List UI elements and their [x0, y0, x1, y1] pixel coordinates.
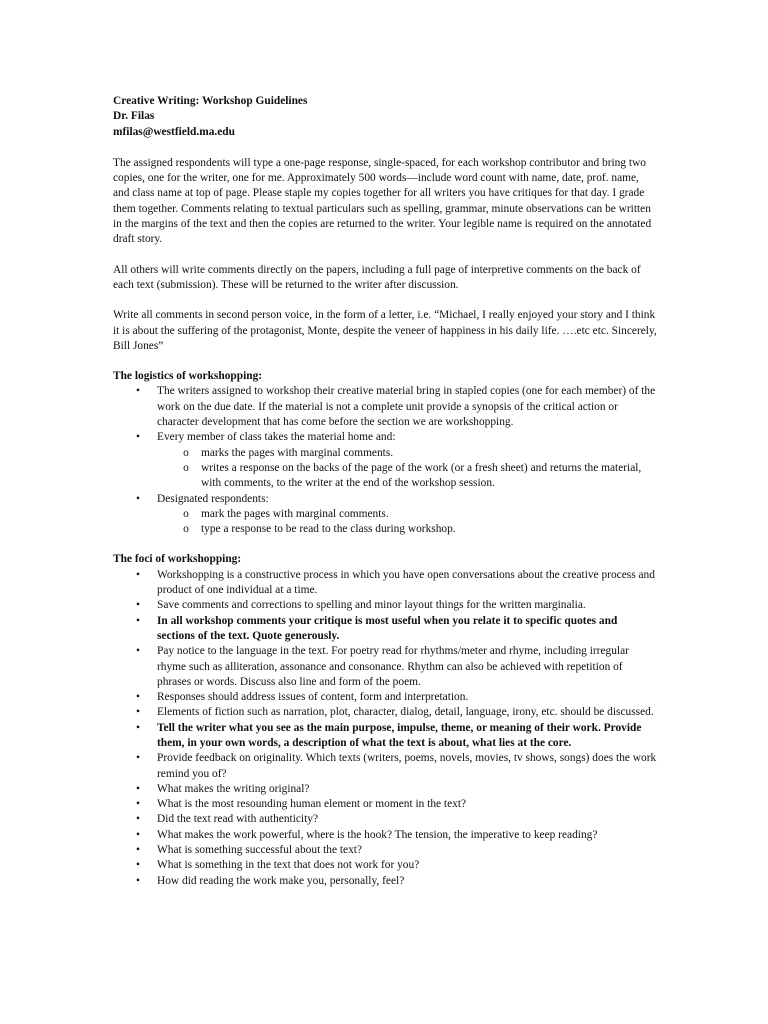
- bullet-icon: •: [136, 752, 140, 765]
- foci-list: [113, 568, 658, 889]
- sub-bullet-icon: o: [183, 461, 189, 474]
- list-item-text: Responses should address issues of content, form and interpretation.: [157, 691, 469, 704]
- list-item-text: What is something successful about the text?: [157, 844, 362, 857]
- list-item: [113, 492, 658, 538]
- sub-list: [157, 446, 658, 492]
- bullet-icon: •: [136, 859, 140, 872]
- paragraph-respondents: The assigned respondents will type a one-page response, single-spaced, for each workshop contributor and bring two copies, one for the writer, one for me. Approximately 500 words—include word count with name, date, prof. name, and class name at top of page. Please staple my copies together for all writers you have critiques for that day. I grade them together. Comments relating to textual particulars such as spelling, grammar, minute observations can be written in the margins of the text and then the copies are returned to the writer. Your legible name is required on the annotated draft story.: [113, 156, 652, 246]
- bullet-icon: •: [136, 492, 140, 505]
- bullet-icon: •: [136, 721, 140, 734]
- list-item-text: Workshopping is a constructive process in which you have open conversations about the creative process and product of one individual at a time.: [157, 568, 655, 597]
- list-item: [113, 721, 658, 752]
- bullet-icon: •: [136, 645, 140, 658]
- list-item: [113, 874, 658, 889]
- logistics-heading: The logistics of workshopping:: [113, 370, 263, 383]
- author-email: mfilas@westfield.ma.edu: [113, 125, 235, 138]
- list-item: [113, 598, 658, 613]
- list-item-text: Did the text read with authenticity?: [157, 813, 318, 826]
- sub-list-item-text: marks the pages with marginal comments.: [201, 446, 394, 459]
- list-item-text: Every member of class takes the material home and:: [157, 431, 396, 444]
- list-item: [113, 384, 658, 430]
- sub-bullet-icon: o: [183, 446, 189, 459]
- paragraph-voice: Write all comments in second person voice, in the form of a letter, i.e. “Michael, I really enjoyed your story and I think it is about the suffering of the protagonist, Monte, despite the veneer of happiness in his daily life. ….etc etc. Sincerely, Bill Jones”: [113, 309, 657, 352]
- list-item-text: Pay notice to the language in the text. For poetry read for rhythms/meter and rhyme, including irregular rhyme such as alliteration, assonance and consonance. Rhythm can also be achieved with repetition of phrases or words. Discuss also line and form of the poem.: [157, 645, 629, 688]
- bullet-icon: •: [136, 874, 140, 887]
- bullet-icon: •: [136, 813, 140, 826]
- list-item-text: How did reading the work make you, personally, feel?: [157, 874, 405, 887]
- list-item: [113, 568, 658, 599]
- sub-list: [157, 507, 658, 538]
- bullet-icon: •: [136, 828, 140, 841]
- list-item: [113, 828, 658, 843]
- list-item: [113, 782, 658, 797]
- list-item-text: What makes the writing original?: [157, 782, 310, 795]
- bullet-icon: •: [136, 798, 140, 811]
- document-page: [113, 94, 658, 889]
- list-item-text: What makes the work powerful, where is the hook? The tension, the imperative to keep reading?: [157, 828, 598, 841]
- list-item-text: The writers assigned to workshop their creative material bring in stapled copies (one for each member) of the work on the due date. If the material is not a complete unit provide a synopsis of the critical action or character development that has come before the section we are workshopping.: [157, 385, 656, 429]
- bullet-icon: •: [136, 691, 140, 704]
- list-item: [113, 644, 658, 690]
- list-item-text: Provide feedback on originality. Which texts (writers, poems, novels, movies, tv shows, songs) does the work remind you of?: [157, 752, 657, 780]
- list-item: [113, 843, 658, 858]
- list-item-text: What is the most resounding human element or moment in the text?: [157, 798, 467, 811]
- list-item-text: Save comments and corrections to spelling and minor layout things for the written marginalia.: [157, 599, 586, 612]
- list-item: [113, 797, 658, 812]
- sub-list-item: [157, 461, 658, 492]
- logistics-list: [113, 384, 658, 537]
- sub-list-item-text: mark the pages with marginal comments.: [201, 507, 389, 520]
- bullet-icon: •: [136, 385, 140, 398]
- list-item: [113, 812, 658, 827]
- list-item-text: What is something in the text that does not work for you?: [157, 859, 420, 872]
- list-item-text: Designated respondents:: [157, 492, 269, 505]
- bullet-icon: •: [136, 844, 140, 857]
- bullet-icon: •: [136, 431, 140, 444]
- list-item: [113, 858, 658, 873]
- list-item: [113, 430, 658, 491]
- list-item: [113, 751, 658, 782]
- sub-bullet-icon: o: [183, 507, 189, 520]
- bullet-icon: •: [136, 782, 140, 795]
- bullet-icon: •: [136, 614, 140, 627]
- list-item-text: In all workshop comments your critique is most useful when you relate it to specific quotes and sections of the text. Quote generously.: [157, 614, 618, 642]
- sub-bullet-icon: o: [183, 523, 189, 536]
- document-title: Creative Writing: Workshop Guidelines: [113, 95, 308, 107]
- paragraph-others: All others will write comments directly on the papers, including a full page of interpretive comments on the back of each text (submission). These will be returned to the writer after discussion.: [113, 263, 641, 291]
- sub-list-item: [157, 507, 658, 522]
- foci-heading: The foci of workshopping:: [113, 553, 242, 566]
- author-name: Dr. Filas: [113, 110, 155, 123]
- bullet-icon: •: [136, 599, 140, 612]
- sub-list-item: [157, 446, 658, 461]
- sub-list-item: [157, 522, 658, 537]
- list-item-text: Elements of fiction such as narration, plot, character, dialog, detail, language, irony, etc. should be discussed.: [157, 706, 654, 719]
- list-item-text: Tell the writer what you see as the main purpose, impulse, theme, or meaning of their work. Provide them, in your own words, a description of what the text is about, what lies at the core.: [157, 721, 642, 749]
- list-item: [113, 705, 658, 720]
- list-item: [113, 614, 658, 645]
- list-item: [113, 690, 658, 705]
- bullet-icon: •: [136, 706, 140, 719]
- sub-list-item-text: writes a response on the backs of the page of the work (or a fresh sheet) and returns the material, with comments, to the writer at the end of the workshop session.: [201, 461, 642, 490]
- sub-list-item-text: type a response to be read to the class during workshop.: [201, 523, 456, 536]
- bullet-icon: •: [136, 568, 140, 581]
